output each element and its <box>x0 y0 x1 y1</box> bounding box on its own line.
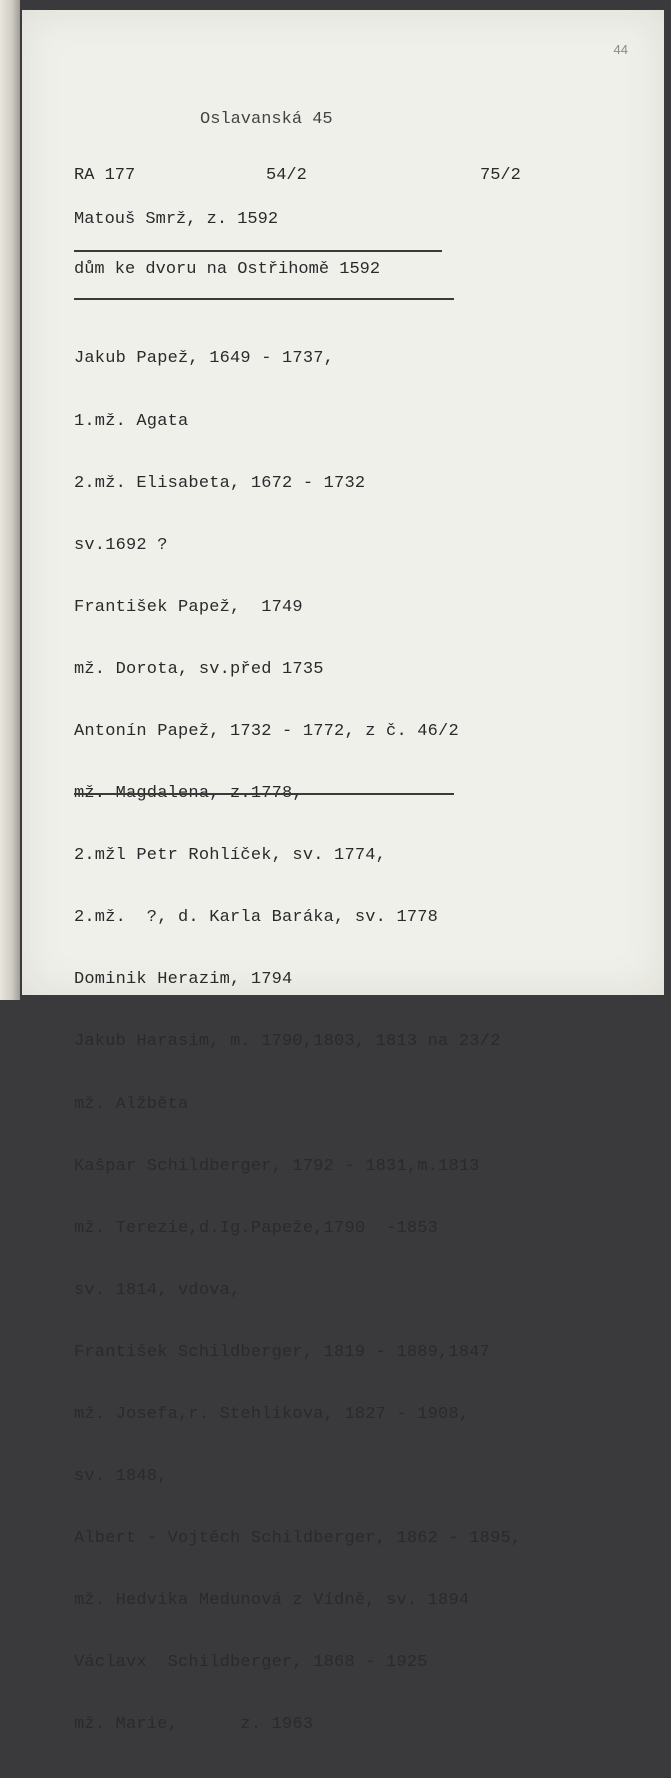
entry-line: mž. Hedvika Medunová z Vídně, sv. 1894 <box>74 1591 470 1611</box>
divider <box>74 250 442 252</box>
card-heading: Oslavanská 45 <box>200 110 333 129</box>
adjacent-page-edge <box>0 0 20 1000</box>
divider <box>74 793 454 795</box>
reference-ra: RA 177 <box>74 166 136 185</box>
entry-line: sv. 1848, <box>74 1467 168 1487</box>
entry-line: mž. Terezie,d.Ig.Papeže,1790 -1853 <box>74 1218 439 1238</box>
entry-line: Václavx Schildberger, 1868 - 1925 <box>74 1653 428 1673</box>
archive-card <box>22 10 664 1735</box>
entry-line: 1.mž. Agata <box>74 411 189 431</box>
owner-entries <box>74 308 521 1778</box>
entry-line: mž. Magdalena, z.1778, <box>74 784 303 804</box>
reference-row <box>74 166 544 188</box>
reference-center: 54/2 <box>266 166 307 185</box>
entry-line: mž. Alžběta <box>74 1094 189 1114</box>
divider <box>74 298 454 300</box>
entry-line: Jakub Harasim, m. 1790,1803, 1813 na 23/2 <box>74 1032 501 1052</box>
entry-line: Kašpar Schildberger, 1792 - 1831,m.1813 <box>74 1156 480 1176</box>
page-number: 44 <box>613 42 628 57</box>
entry-line: František Papež, 1749 <box>74 597 303 617</box>
entry-line: František Schildberger, 1819 - 1889,1847 <box>74 1342 491 1362</box>
entry-line: sv.1692 ? <box>74 535 168 555</box>
entry-line: Antonín Papež, 1732 - 1772, z č. 46/2 <box>74 721 459 741</box>
entry-line: 2.mž. ?, d. Karla Baráka, sv. 1778 <box>74 908 439 928</box>
entry-line: Dominik Herazim, 1794 <box>74 970 293 990</box>
entry-line: sv. 1814, vdova, <box>74 1280 241 1300</box>
entry-line: Albert - Vojtěch Schildberger, 1862 - 1895, <box>74 1529 522 1549</box>
entry-line: 2.mž. Elisabeta, 1672 - 1732 <box>74 473 366 493</box>
entry-line: 2.mžl Petr Rohlíček, sv. 1774, <box>74 846 387 866</box>
entry-line: mž. Josefa,r. Stehlíkova, 1827 - 1908, <box>74 1405 470 1424</box>
entry-line: mž. Dorota, sv.před 1735 <box>74 659 324 679</box>
entry-line: Jakub Papež, 1649 - 1737, <box>74 349 335 369</box>
original-owner: Matouš Smrž, z. 1592 <box>74 210 279 229</box>
reference-right: 75/2 <box>480 166 521 185</box>
house-description: dům ke dvoru na Ostřihomě 1592 <box>74 260 381 279</box>
entry-line: mž. Marie, z. 1963 <box>74 1715 314 1735</box>
